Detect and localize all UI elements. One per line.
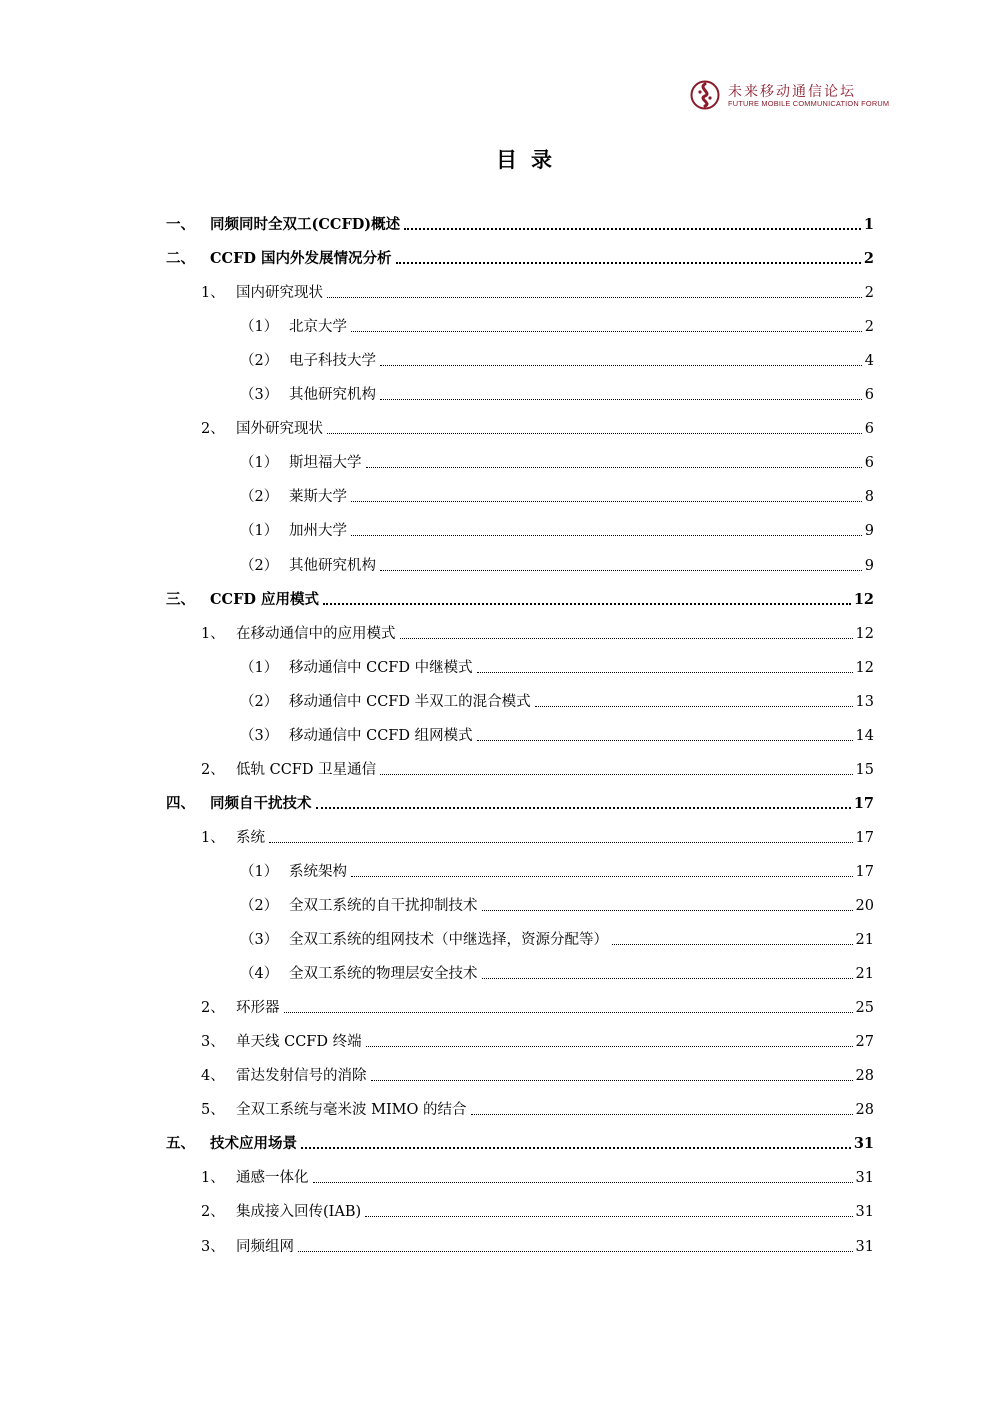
toc-dot-leader xyxy=(396,262,861,264)
toc-entry-label: 集成接入回传(IAB) xyxy=(236,1204,362,1221)
toc-entry-page: 1 xyxy=(863,216,874,233)
toc-entry-label: 全双工系统与毫米波 MIMO 的结合 xyxy=(236,1102,467,1119)
toc-entry[interactable] xyxy=(166,246,874,268)
toc-entry-page: 31 xyxy=(853,1135,874,1153)
toc-entry-page: 17 xyxy=(855,829,874,846)
toc-entry-number: 2、 xyxy=(201,1204,225,1221)
toc-dot-leader xyxy=(477,672,853,673)
toc-entry-label: 单天线 CCFD 终端 xyxy=(236,1034,362,1051)
toc-dot-leader xyxy=(471,1114,853,1115)
toc-entry-page: 12 xyxy=(853,590,874,608)
toc-entry-page: 28 xyxy=(855,1102,874,1119)
toc-entry-page: 17 xyxy=(855,863,874,880)
toc-entry-number: 二、 xyxy=(166,250,195,268)
toc-entry[interactable] xyxy=(201,757,874,779)
toc-dot-leader xyxy=(400,638,853,639)
toc-entry[interactable] xyxy=(240,689,874,711)
toc-entry[interactable] xyxy=(166,1131,874,1153)
toc-dot-leader xyxy=(482,978,853,979)
toc-entry[interactable] xyxy=(240,484,874,506)
toc-entry-number: 2、 xyxy=(201,1000,225,1017)
toc-dot-leader xyxy=(284,1012,853,1013)
toc-entry[interactable] xyxy=(240,450,874,472)
toc-entry-number: 一、 xyxy=(166,216,195,233)
toc-entry-page: 17 xyxy=(853,794,874,812)
toc-entry-page: 2 xyxy=(863,250,874,268)
toc-entry-label: 国外研究现状 xyxy=(236,421,323,438)
toc-entry[interactable] xyxy=(201,995,874,1017)
toc-dot-leader xyxy=(380,365,862,366)
toc-entry-label: 加州大学 xyxy=(289,523,347,540)
toc-entry-label: 同频自干扰技术 xyxy=(210,794,312,812)
toc-dot-leader xyxy=(535,706,853,707)
toc-entry-page: 25 xyxy=(855,1000,874,1017)
toc-entry-number: （2） xyxy=(240,489,279,506)
toc-entry-number: （3） xyxy=(240,932,279,949)
toc-entry-label: 全双工系统的自干扰抑制技术 xyxy=(289,898,478,914)
toc-entry[interactable] xyxy=(166,791,874,813)
toc-entry-label: 移动通信中 CCFD 中继模式 xyxy=(289,659,473,676)
toc-entry-label: 移动通信中 CCFD 半双工的混合模式 xyxy=(289,693,531,710)
toc-dot-leader xyxy=(380,570,862,571)
toc-entry-label: 斯坦福大学 xyxy=(289,455,362,472)
toc-entry-page: 21 xyxy=(855,966,874,983)
toc-entry-number: （1） xyxy=(240,455,279,472)
toc-dot-leader xyxy=(269,842,853,843)
toc-entry-page: 31 xyxy=(855,1204,874,1221)
toc-entry-page: 28 xyxy=(855,1068,874,1085)
toc-dot-leader xyxy=(404,228,861,230)
toc-entry-number: （1） xyxy=(240,319,279,336)
toc-entry-page: 14 xyxy=(855,727,874,744)
toc-dot-leader xyxy=(351,331,862,332)
toc-entry-label: 同频组网 xyxy=(236,1238,294,1255)
toc-entry[interactable] xyxy=(201,621,874,643)
toc-entry-number: （2） xyxy=(240,898,279,914)
toc-entry-label: 低轨 CCFD 卫星通信 xyxy=(236,761,377,778)
toc-entry-number: 4、 xyxy=(201,1068,225,1085)
toc-entry-page: 20 xyxy=(855,898,874,914)
toc-entry[interactable] xyxy=(240,961,874,983)
toc-entry[interactable] xyxy=(201,1199,874,1221)
toc-entry-label: 在移动通信中的应用模式 xyxy=(236,625,396,642)
toc-entry-label: 国内研究现状 xyxy=(236,285,323,302)
toc-entry-number: 1、 xyxy=(201,625,225,642)
toc-entry-page: 9 xyxy=(864,557,874,574)
toc-dot-leader xyxy=(301,1147,851,1149)
toc-entry-label: CCFD 国内外发展情况分析 xyxy=(210,250,392,268)
toc-entry[interactable] xyxy=(240,553,874,575)
toc-entry-label: 同频同时全双工(CCFD)概述 xyxy=(210,216,401,233)
toc-entry-number: （2） xyxy=(240,353,279,370)
toc-entry-label: 莱斯大学 xyxy=(289,489,347,506)
toc-entry[interactable] xyxy=(240,314,874,336)
toc-entry-label: 其他研究机构 xyxy=(289,387,376,404)
toc-entry-number: 3、 xyxy=(201,1238,225,1255)
toc-entry[interactable] xyxy=(240,723,874,745)
toc-entry-label: 移动通信中 CCFD 组网模式 xyxy=(289,727,473,744)
toc-entry-page: 13 xyxy=(855,693,874,710)
toc-entry-number: 1、 xyxy=(201,285,225,302)
toc-dot-leader xyxy=(482,910,853,911)
toc-entry[interactable] xyxy=(166,587,874,609)
toc-entry[interactable] xyxy=(201,825,874,847)
toc-entry[interactable] xyxy=(201,1063,874,1085)
toc-entry-number: 1、 xyxy=(201,829,225,846)
toc-entry[interactable] xyxy=(201,1029,874,1051)
toc-entry-number: 2、 xyxy=(201,421,225,438)
toc-entry-number: 四、 xyxy=(166,794,195,812)
toc-entry-label: 电子科技大学 xyxy=(289,353,376,370)
toc-entry-label: 雷达发射信号的消除 xyxy=(236,1068,367,1085)
toc-dot-leader xyxy=(380,774,852,775)
toc-dot-leader xyxy=(313,1182,853,1183)
toc-dot-leader xyxy=(612,944,853,945)
toc-entry[interactable] xyxy=(201,1234,874,1256)
toc-entry[interactable] xyxy=(240,348,874,370)
toc-entry[interactable] xyxy=(201,1165,874,1187)
toc-entry-number: （2） xyxy=(240,693,279,710)
toc-entry-number: 五、 xyxy=(166,1135,195,1153)
toc-entry-page: 6 xyxy=(864,387,874,404)
toc-dot-leader xyxy=(371,1080,853,1081)
toc-dot-leader xyxy=(380,399,862,400)
toc-entry-number: （1） xyxy=(240,659,279,676)
toc-dot-leader xyxy=(366,1046,853,1047)
header-logo xyxy=(690,80,890,112)
toc-entry-label: CCFD 应用模式 xyxy=(210,590,319,608)
toc-entry[interactable] xyxy=(240,518,874,540)
toc-entry[interactable] xyxy=(166,212,874,234)
toc-entry-number: （1） xyxy=(240,523,279,540)
toc-entry-number: 1、 xyxy=(201,1170,225,1187)
toc-entry-label: 技术应用场景 xyxy=(210,1135,297,1153)
logo-english-name: FUTURE MOBILE COMMUNICATION FORUM xyxy=(728,99,890,108)
toc-dot-leader xyxy=(365,1216,852,1217)
toc-entry[interactable] xyxy=(201,280,874,302)
toc-dot-leader xyxy=(323,603,851,605)
forum-logo-icon xyxy=(690,80,720,110)
toc-entry-page: 8 xyxy=(864,489,874,506)
toc-dot-leader xyxy=(351,535,862,536)
toc-entry-page: 9 xyxy=(864,523,874,540)
toc-entry-label: 其他研究机构 xyxy=(289,557,376,574)
toc-entry-number: （4） xyxy=(240,966,279,983)
toc-entry[interactable] xyxy=(240,382,874,404)
toc-entry[interactable] xyxy=(240,927,874,949)
toc-entry-page: 21 xyxy=(855,932,874,949)
toc-entry-page: 31 xyxy=(855,1238,874,1255)
toc-entry-page: 27 xyxy=(855,1034,874,1051)
toc-entry-page: 6 xyxy=(864,455,874,472)
toc-entry[interactable] xyxy=(240,859,874,881)
logo-chinese-name: 未来移动通信论坛 xyxy=(728,84,856,100)
toc-dot-leader xyxy=(351,501,862,502)
toc-entry-number: 3、 xyxy=(201,1034,225,1051)
toc-entry-number: （1） xyxy=(240,863,279,880)
toc-entry-number: （2） xyxy=(240,557,279,574)
toc-entry-page: 12 xyxy=(855,659,874,676)
toc-dot-leader xyxy=(316,807,851,809)
toc-entry-label: 环形器 xyxy=(236,1000,280,1017)
page-title: 目录 xyxy=(496,148,566,172)
toc-entry[interactable] xyxy=(201,1097,874,1119)
toc-entry-page: 15 xyxy=(855,761,874,778)
toc-entry-label: 北京大学 xyxy=(289,319,347,336)
toc-entry-page: 2 xyxy=(864,285,874,302)
toc-entry-label: 系统架构 xyxy=(289,863,347,880)
toc-entry-label: 全双工系统的物理层安全技术 xyxy=(289,966,478,983)
toc-entry-label: 通感一体化 xyxy=(236,1170,309,1187)
toc-dot-leader xyxy=(327,297,862,298)
toc-entry-number: （3） xyxy=(240,727,279,744)
toc-entry-number: 三、 xyxy=(166,590,195,608)
toc-entry[interactable] xyxy=(201,416,874,438)
toc-dot-leader xyxy=(327,433,862,434)
toc-entry-number: 5、 xyxy=(201,1102,225,1119)
toc-dot-leader xyxy=(477,740,853,741)
toc-dot-leader xyxy=(351,876,853,877)
toc-entry-number: 2、 xyxy=(201,761,225,778)
toc-entry[interactable] xyxy=(240,893,874,915)
toc-entry-page: 4 xyxy=(864,353,874,370)
toc-entry-label: 全双工系统的组网技术（中继选择，资源分配等） xyxy=(289,932,608,949)
toc-entry-page: 2 xyxy=(864,319,874,336)
toc-dot-leader xyxy=(298,1251,853,1252)
toc-entry-label: 系统 xyxy=(236,829,265,846)
toc-entry-page: 31 xyxy=(855,1170,874,1187)
toc-entry-number: （3） xyxy=(240,387,279,404)
toc-entry-page: 6 xyxy=(864,421,874,438)
toc-entry-page: 12 xyxy=(855,625,874,642)
toc-dot-leader xyxy=(366,467,862,468)
toc-entry[interactable] xyxy=(240,655,874,677)
